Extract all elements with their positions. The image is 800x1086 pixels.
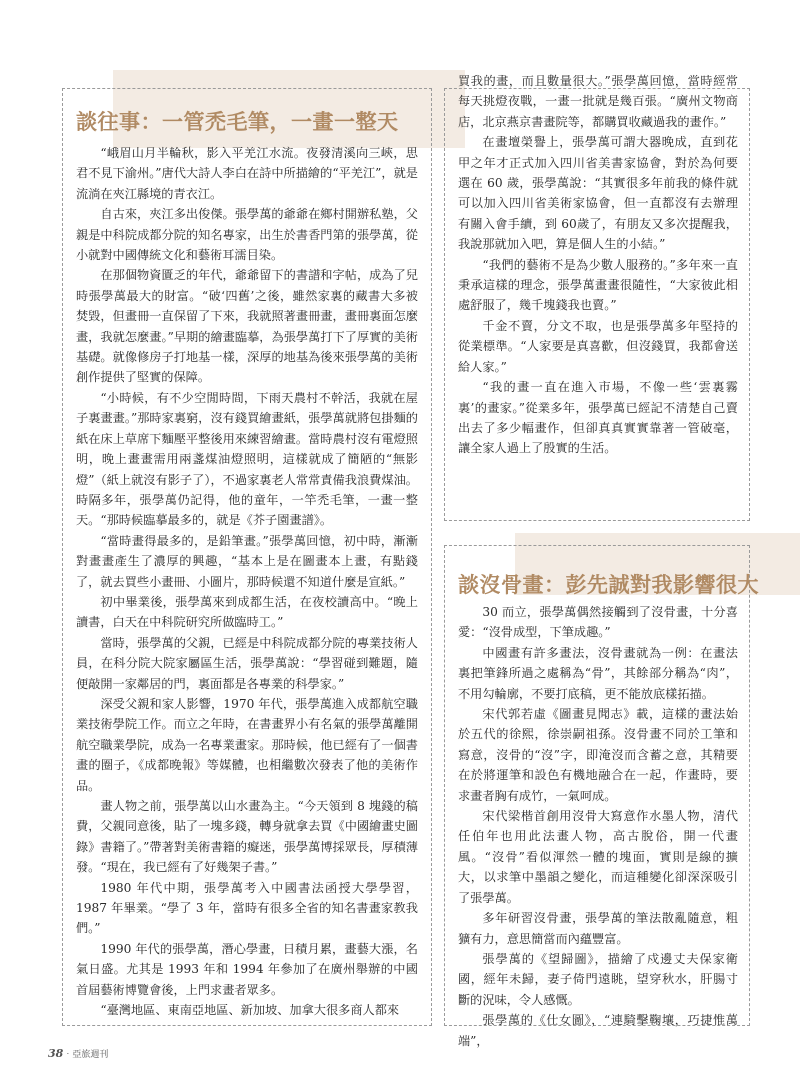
page-number: 38 xyxy=(48,1047,64,1060)
paragraph: “當時畫得最多的，是鉛筆畫。”張學萬回憶，初中時，漸漸對畫畫產生了濃厚的興趣，“基本上是在圖畫本上畫，有點錢了，就去買些小畫冊、小圖片，那時候還不知道什麼是宣紙。” xyxy=(76,533,418,589)
paragraph: “臺灣地區、東南亞地區、新加坡、加拿大很多商人都來 xyxy=(100,1003,400,1018)
paragraph: 1990 年代的張學萬，潛心學畫，日積月累，畫藝大漲，名氣日盛。尤其是 1993 年和 1994 年參加了在廣州舉辦的中國首屆藝術博覽會後，上門求畫者眾多。 xyxy=(76,941,418,997)
left-column-text xyxy=(76,143,418,1020)
paragraph: 自古來，夾江多出俊傑。張學萬的爺爺在鄉村開辦私塾，父親是中科院成都分院的知名專家，出生於書香門第的張學萬，從小就對中國傳統文化和藝術耳濡目染。 xyxy=(76,207,418,263)
section-heading-left: 談往事：一管禿毛筆，一畫一整天 xyxy=(76,109,399,134)
paragraph: 當時，張學萬的父親，已經是中科院成都分院的專業技術人員，在科分院大院家屬區生活，張學萬說：“學習碰到難題，隨便敲開一家鄰居的門，裏面都是各專業的科學家。” xyxy=(76,635,418,691)
section-heading-right: 談沒骨畫：彭先誠對我影響很大 xyxy=(458,572,759,597)
paragraph: 中國畫有許多畫法，沒骨畫就為一例：在畫法裏把筆鋒所過之處稱為“骨”，其餘部分稱為“肉”，不用勾輪廓，不要打底稿，更不能放底樣拓描。 xyxy=(458,645,738,701)
paragraph: 買我的畫，而且數量很大。”張學萬回憶，當時經常每天挑燈夜戰，一畫一批就是幾百張。“廣州文物商店，北京燕京書畫院等，都購買收藏過我的畫作。” xyxy=(458,74,738,129)
paragraph: 30 而立，張學萬偶然接觸到了沒骨畫，十分喜愛：“沒骨成型，下筆成趣。” xyxy=(458,605,738,640)
paragraph: “小時候，有不少空閒時間，下雨天農村不幹活，我就在屋子裏畫畫。”那時家裏窮，沒有錢買繪畫紙，張學萬就將包掛麵的紙在床上草席下麵壓平整後用來練習繪畫。當時農村沒有電燈照明，晚上畫畫需用兩盞煤油燈照明，這樣就成了簡陋的“無影燈”（紙上就沒有影子了），不過家裏老人常常責備我浪費煤油。時隔多年，張學萬仍記得，他的童年，一竿禿毛筆，一畫一整天。“那時候臨摹最多的，就是《芥子園畫譜》。 xyxy=(76,390,418,528)
right-top-column-text xyxy=(458,71,738,459)
paragraph: 畫人物之前，張學萬以山水畫為主。“今天領到 8 塊錢的稿費，父親同意後，貼了一塊多錢，轉身就拿去買《中國繪畫史圖錄》書籍了。”帶著對美術書籍的癡迷，張學萬博採眾長，厚積薄發。“現在，我已經有了好幾架子書。” xyxy=(76,799,418,875)
paragraph: 初中畢業後，張學萬來到成都生活，在夜校讀高中。“晚上讀書，白天在中科院研究所做臨時工。” xyxy=(76,594,418,630)
paragraph: 宋代梁楷首創用沒骨大寫意作水墨人物，清代任伯年也用此法畫人物，高古脫俗，開一代畫風。“沒骨”看似渾然一體的塊面，實則是線的擴大，以求筆中墨韻之變化，而這種變化卻深深吸引了張學萬。 xyxy=(458,809,738,905)
publication-name: ‧亞旅週刊 xyxy=(63,1050,109,1060)
paragraph: 張學萬的《望歸圖》，描繪了戍邊丈夫保家衛國，經年未歸，妻子倚門遠眺，望穿秋水，肝腸寸斷的況味，令人感慨。 xyxy=(458,951,738,1007)
paragraph: 在那個物資匱乏的年代，爺爺留下的書譜和字帖，成為了兒時張學萬最大的財富。“破‘四舊’之後，雖然家裏的藏書大多被焚毀，但畫冊一直保留了下來，我就照著畫冊畫，畫冊裏面怎麼畫，我就怎麼畫。”早期的繪畫臨摹，為張學萬打下了厚實的美術基礎。就像修房子打地基一樣，深厚的地基為後來張學萬的美術創作提供了堅實的保障。 xyxy=(76,268,418,385)
paragraph: 張學萬的《仕女圖》，“連騎擊鞠壤，巧捷惟萬端”， xyxy=(458,1013,738,1048)
paragraph: 深受父親和家人影響，1970 年代，張學萬進入成都航空職業技術學院工作。而立之年時，在書畫界小有名氣的張學萬離開航空職業學院，成為一名專業畫家。那時候，他已經有了一個書畫的圈子，《成都晚報》等媒體，也相繼數次發表了他的美術作品。 xyxy=(76,696,418,793)
paragraph: 千金不賣，分文不取，也是張學萬多年堅持的從業標準。“人家要是真喜歡，但沒錢買，我都會送給人家。” xyxy=(458,318,738,374)
page-footer xyxy=(48,1047,108,1060)
paragraph: “峨眉山月半輪秋，影入平羌江水流。夜發清溪向三峽，思君不見下渝州。”唐代大詩人李白在詩中所描繪的“平羌江”，就是流淌在夾江縣境的青衣江。 xyxy=(76,146,418,201)
paragraph: 多年研習沒骨畫，張學萬的筆法散亂隨意，粗獷有力，意思簡當而內蘊豐富。 xyxy=(458,911,738,946)
paragraph: 宋代郭若虛《圖畫見聞志》載，這樣的畫法始於五代的徐熙，徐崇嗣祖孫。沒骨畫不同於工筆和寫意，沒骨的“沒”字，即淹沒而含蓄之意，其精要在於將運筆和設色有機地融合在一起，作畫時，要求畫者胸有成竹，一氣呵成。 xyxy=(458,707,738,803)
paragraph: “我們的藝術不是為少數人服務的。”多年來一直秉承這樣的理念，張學萬畫畫很隨性，“大家彼此相處舒服了，幾千塊錢我也賣。” xyxy=(458,257,738,313)
paragraph: “我的畫一直在進入市場，不像一些‘雲裏霧裏’的畫家。”從業多年，張學萬已經記不清楚自己賣出去了多少幅畫作，但卻真真實實靠著一管破毫，讓全家人過上了殷實的生活。 xyxy=(458,380,738,456)
right-bottom-column-text xyxy=(458,602,738,1051)
paragraph: 在畫壇榮譽上，張學萬可謂大器晚成，直到花甲之年才正式加入四川省美書家協會，對於為何要選在 60 歲，張學萬說：“其實很多年前我的條件就可以加入四川省美術家協會，但一直都沒有去辦理有關入會手續，到 60歲了，有朋友又多次提醒我，我說那就加入吧，算是個人生的小結。” xyxy=(458,135,738,252)
paragraph: 1980 年代中期，張學萬考入中國書法函授大學學習，1987 年畢業。“學了 3 年，當時有很多全省的知名書畫家教我們。” xyxy=(76,880,418,936)
